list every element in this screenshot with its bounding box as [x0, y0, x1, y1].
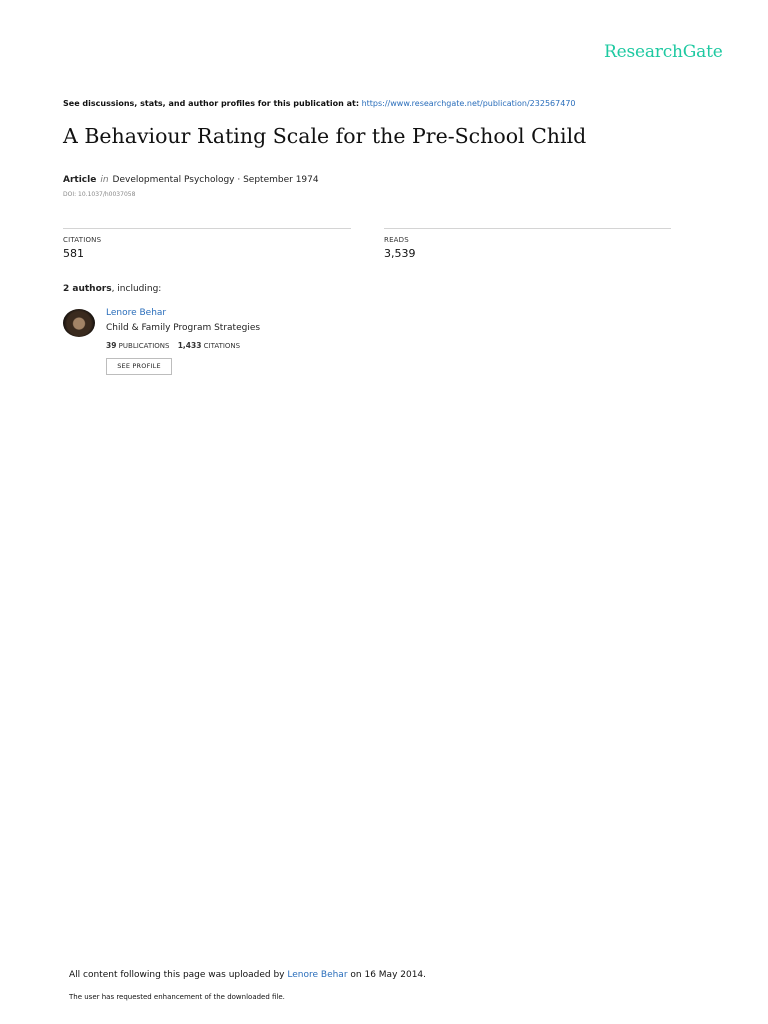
reads-label: READS: [384, 236, 409, 244]
author-publications-count: 39: [106, 341, 117, 350]
author-avatar[interactable]: [63, 309, 95, 337]
journal-info: Developmental Psychology · September 1974: [112, 175, 319, 185]
reads-divider: [384, 228, 671, 229]
citations-divider: [63, 228, 351, 229]
author-citations-label: CITATIONS: [203, 342, 241, 350]
upload-suffix: on 16 May 2014.: [350, 970, 427, 980]
publication-url-link[interactable]: https://www.researchgate.net/publication/232567470: [361, 99, 576, 108]
author-name-link[interactable]: Lenore Behar: [106, 308, 167, 318]
researchgate-logo: ResearchGate: [604, 42, 723, 62]
in-label: in: [100, 175, 109, 185]
reads-value: 3,539: [384, 247, 416, 260]
authors-count: 2 authors: [63, 284, 112, 294]
see-profile-button[interactable]: SEE PROFILE: [106, 358, 172, 375]
upload-prefix: All content following this page was uploaded by: [69, 970, 285, 980]
author-affiliation: Child & Family Program Strategies: [106, 323, 261, 333]
enhancement-note: The user has requested enhancement of the downloaded file.: [69, 993, 285, 1001]
profile-notice: [63, 99, 576, 108]
profile-notice-text: See discussions, stats, and author profiles for this publication at:: [63, 99, 360, 108]
upload-notice: [69, 970, 426, 980]
author-publications-label: PUBLICATIONS: [118, 342, 170, 350]
authors-suffix: , including:: [111, 284, 162, 294]
publication-title: A Behaviour Rating Scale for the Pre-School Child: [63, 124, 587, 148]
uploader-link[interactable]: Lenore Behar: [287, 970, 348, 980]
citations-label: CITATIONS: [63, 236, 102, 244]
authors-heading: [63, 284, 161, 294]
citations-value: 581: [63, 247, 84, 260]
author-stats: [106, 341, 240, 350]
doi: DOI: 10.1037/h0037058: [63, 191, 136, 198]
publication-type: Article: [63, 175, 97, 185]
publication-meta: [63, 175, 319, 185]
author-citations-count: 1,433: [177, 341, 202, 350]
